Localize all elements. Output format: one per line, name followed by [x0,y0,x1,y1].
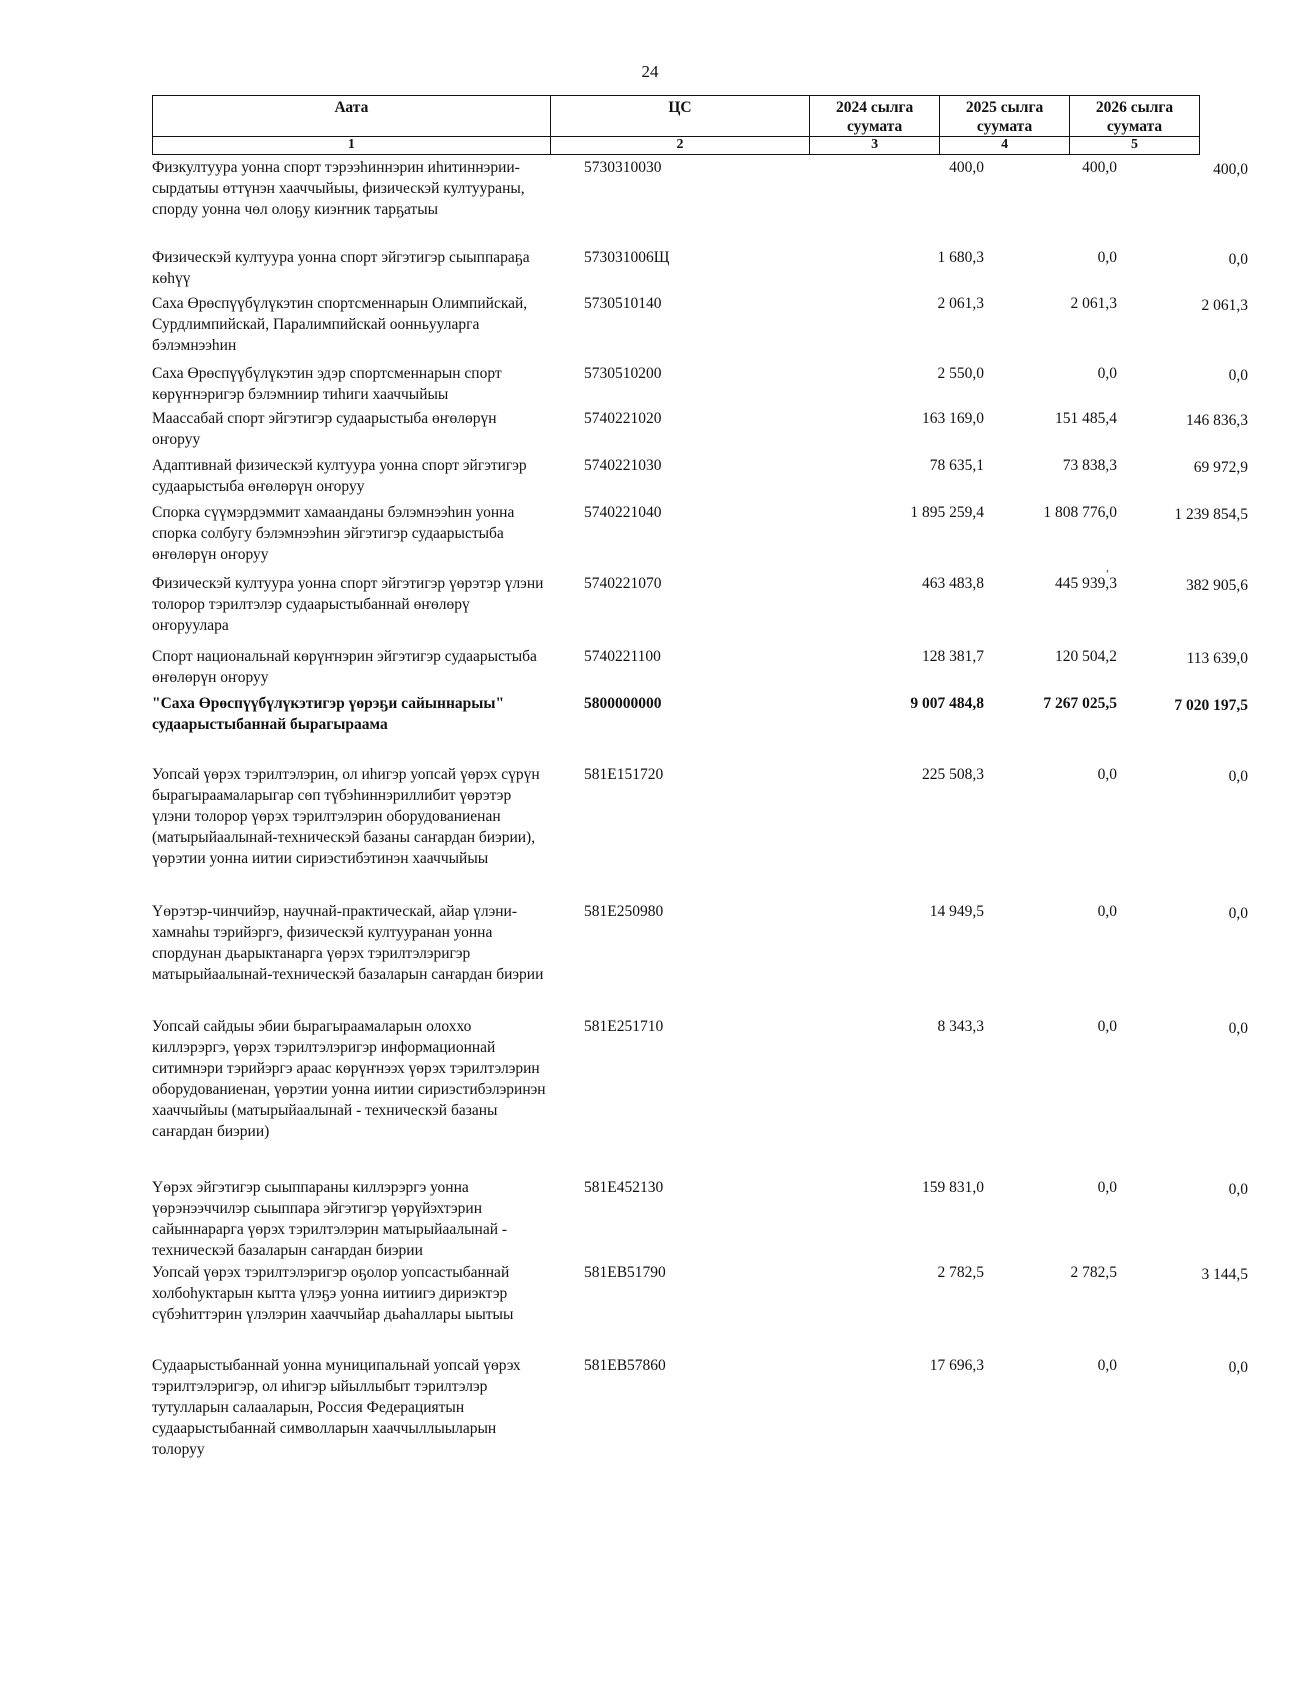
row-code: 5730510140 [584,295,662,312]
row-name: "Саха Өрөспүүбүлүкэтигэр үөрэҕи сайыннарыы" судаарыстыбаннай бырагыраама [152,695,505,733]
row-value-2024: 9 007 484,8 [910,695,984,712]
row-name: Спорт национальнай көрүҥнэрин эйгэтигэр судаарыстыба өҥөлөрүн оҥоруу [152,648,537,686]
header-2025: 2025 сылга суумата [940,96,1070,137]
row-name: Уопсай сайдыы эбии бырагыраамаларын олоххо киллэрэргэ, үөрэх тэрилтэлэригэр информационнай ситимнэри тэрийэргэ араас көрүҥнээх үөрэх тэрилтэлэрин оборудованиенан, үөрэтии уонна иитии сириэстибэлэринэн хааччыйыы (матырыйаалынай - техническэй базаны саҥардан биэрии) [152,1018,546,1140]
header-2024: 2024 сылга суумата [810,96,940,137]
row-value-2025: 0,0 [1097,766,1117,783]
row-value-2025: 0,0 [1097,903,1117,920]
row-value-2024: 2 550,0 [937,365,984,382]
table-header [152,95,1200,155]
row-value-2026: 113 639,0 [1186,650,1248,667]
row-value-2026: 400,0 [1213,161,1248,178]
row-value-2024: 14 949,5 [929,903,984,920]
row-value-2024: 225 508,3 [922,766,984,783]
row-value-2025: 120 504,2 [1055,648,1117,665]
row-code: 581EB57860 [584,1357,666,1374]
row-value-2025: 7 267 025,5 [1043,695,1117,712]
row-code: 5730310030 [584,159,662,176]
row-value-2026: 0,0 [1228,1020,1248,1037]
page-number: 24 [641,62,659,81]
row-value-2024: 78 635,1 [929,457,984,474]
row-code: 5740221040 [584,504,662,521]
row-value-2024: 17 696,3 [929,1357,984,1374]
row-value-2025: 0,0 [1097,365,1117,382]
row-value-2025: 445 939,3 [1055,575,1117,592]
row-name: Физкултуура уонна спорт тэрээһиннэрин иһитиннэрии-сырдатыы өттүнэн хааччыйыы, физическэй култуураны, спорду уонна чөл олоҕу киэҥник тарҕатыы [152,159,525,218]
row-value-2024: 2 061,3 [937,295,984,312]
row-value-2024: 1 680,3 [937,249,984,266]
row-code: 581E452130 [584,1179,664,1196]
column-number: 3 [810,137,940,155]
column-number: 1 [153,137,551,155]
row-name: Адаптивнай физическэй култуура уонна спорт эйгэтигэр судаарыстыба өҥөлөрүн оҥоруу [152,457,527,495]
row-value-2024: 128 381,7 [922,648,984,665]
row-value-2026: 3 144,5 [1201,1266,1248,1283]
row-value-2025: 2 782,5 [1070,1264,1117,1281]
row-value-2025: 0,0 [1097,1357,1117,1374]
row-value-2024: 8 343,3 [937,1018,984,1035]
row-name: Судаарыстыбаннай уонна муниципальнай уопсай үөрэх тэрилтэлэригэр, ол иһигэр ыйыллыбыт тэрилтэлэр тутулларын салааларын, Россия Федерациятын судаарыстыбаннай символларын хааччыллыыларын толоруу [152,1357,521,1458]
row-name: Саха Өрөспүүбүлүкэтин эдэр спортсменнарын спорт көрүҥнэригэр бэлэмнииp тиһиги хааччыйыы [152,365,502,403]
header-code: ЦС [550,96,809,137]
row-value-2025: 0,0 [1097,249,1117,266]
row-value-2024: 159 831,0 [922,1179,984,1196]
row-code: 581EB51790 [584,1264,666,1281]
row-value-2024: 463 483,8 [922,575,984,592]
row-name: Маассабай спорт эйгэтигэр судаарыстыба өҥөлөрүн оҥоруу [152,410,497,448]
header-2026: 2026 сылга суумата [1070,96,1200,137]
row-value-2026: 0,0 [1228,367,1248,384]
row-value-2026: 0,0 [1228,1359,1248,1376]
row-value-2026: 0,0 [1228,1181,1248,1198]
row-value-2025: 151 485,4 [1055,410,1117,427]
row-name: Үөрэх эйгэтигэр сыыппараны киллэрэргэ уонна үөрэнээччилэр сыыппара эйгэтигэр үөрүйэхтэрин сайыннарарга үөрэх тэрилтэлэрин матырыйаалынай - техническэй базаларын саҥардан биэрии [152,1179,508,1259]
row-value-2026: 0,0 [1228,251,1248,268]
row-value-2026: 7 020 197,5 [1174,697,1248,714]
row-value-2024: 1 895 259,4 [910,504,984,521]
row-value-2025: 1 808 776,0 [1043,504,1117,521]
row-code: 581E151720 [584,766,664,783]
row-value-2024: 2 782,5 [937,1264,984,1281]
row-value-2025: 73 838,3 [1062,457,1117,474]
row-name: Уопсай үөрэх тэрилтэлэрин, ол иһигэр уопсай үөрэх сүрүн бырагыраамаларыгар сөп түбэһиннэриллибит үөрэтэр үлэни толорор үөрэх тэрилтэлэрин оборудованиенан (матырыйаалынай-техническэй базаны саҥардан биэрии), үөрэтии уонна иитии сириэстибэтинэн хааччыйыы [152,766,540,867]
row-name: Үөрэтэр-чинчийэр, научнай-практическай, айар үлэни-хамнаһы тэрийэргэ, физическэй култууранан уонна спордунан дьарыктанарга үөрэх тэрилтэлэригэр матырыйаалынай-техническэй базаларын саҥардан биэрии [152,903,544,983]
row-name: Физическэй култуура уонна спорт эйгэтигэр сыыппараҕа көһүү [152,249,530,287]
row-name: Спорка сүүмэрдэммит хамаанданы бэлэмнээһин уонна спорка солбугу бэлэмнээһин эйгэтигэр судаарыстыба өҥөлөрүн оҥоруу [152,504,515,563]
row-value-2026: 0,0 [1228,905,1248,922]
row-value-2026: 382 905,6 [1186,577,1248,594]
row-value-2026: 0,0 [1228,768,1248,785]
header-name: Аата [153,96,551,137]
row-code: 5740221020 [584,410,662,427]
row-code: 5740221100 [584,648,661,665]
row-value-2025: 0,0 [1097,1179,1117,1196]
row-name: Саха Өрөспүүбүлүкэтин спортсменнарын Олимпийскай, Сурдлимпийскай, Паралимпийскай оонньууларга бэлэмнээһин [152,295,528,354]
column-number: 4 [940,137,1070,155]
row-value-2026: 2 061,3 [1201,297,1248,314]
column-number: 5 [1070,137,1200,155]
row-name: Уопсай үөрэх тэрилтэлэригэр оҕолор уопсастыбаннай холбоһуктарын кытта үлэҕэ уонна иитиигэ дириэктэр сүбэһиттэрин үлэлэрин хааччыйар дьаһаллары ыытыы [152,1264,514,1323]
row-value-2025: 0,0 [1097,1018,1117,1035]
row-code: 5740221070 [584,575,662,592]
row-code: 573031006Щ [584,249,670,266]
row-code: 5800000000 [584,695,662,712]
scan-mark: , [1106,560,1109,574]
row-value-2025: 2 061,3 [1070,295,1117,312]
row-value-2026: 69 972,9 [1193,459,1248,476]
row-code: 5740221030 [584,457,662,474]
row-code: 5730510200 [584,365,662,382]
row-value-2026: 146 836,3 [1186,412,1248,429]
row-value-2024: 400,0 [949,159,984,176]
row-name: Физическэй култуура уонна спорт эйгэтигэр үөрэтэр үлэни толорор тэрилтэлэр судаарыстыбаннай өҥөлөрү оҥоруулара [152,575,544,634]
row-value-2025: 400,0 [1082,159,1117,176]
column-number: 2 [550,137,809,155]
row-value-2026: 1 239 854,5 [1174,506,1248,523]
row-code: 581E250980 [584,903,664,920]
row-code: 581E251710 [584,1018,664,1035]
row-value-2024: 163 169,0 [922,410,984,427]
